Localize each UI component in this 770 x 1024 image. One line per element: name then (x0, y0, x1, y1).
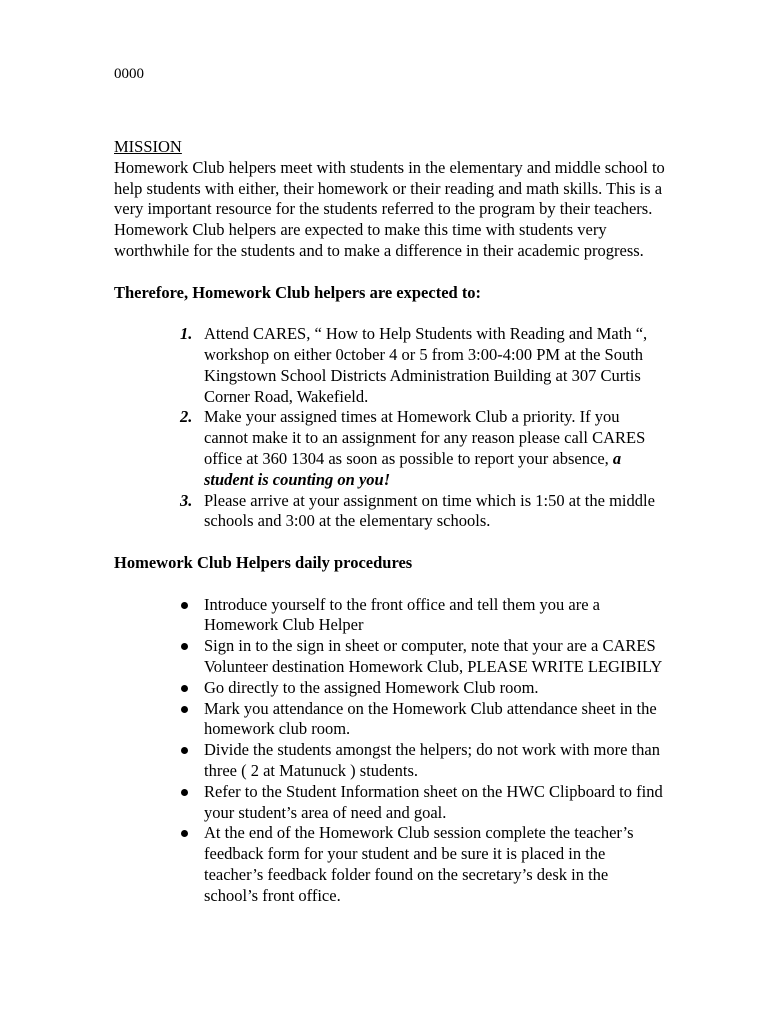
mission-heading: MISSION (114, 137, 182, 156)
bullet-icon (181, 789, 188, 796)
procedure-item (114, 636, 666, 678)
procedure-text: Refer to the Student Information sheet on the HWC Clipboard to find your student’s area of need and goal. (204, 781, 663, 822)
bullet-icon (181, 602, 188, 609)
expectations-heading: Therefore, Homework Club helpers are expected to: (114, 282, 482, 302)
item-number: 1. (180, 324, 193, 344)
procedure-text: At the end of the Homework Club session complete the teacher’s feedback form for your student and be sure it is placed in the teacher’s feedback folder found on the secretary’s desk in the school’s front office. (204, 823, 634, 905)
item-text: Attend CARES, “ How to Help Students with Reading and Math “, workshop on either 0ctober 4 or 5 from 3:00-4:00 PM at the South Kingstown School Districts Administration Building at 307 Curtis Corner Road, Wakefield. (204, 324, 648, 406)
item-number: 2. (180, 407, 193, 427)
bullet-icon (181, 706, 188, 713)
bullet-icon (181, 747, 188, 754)
expectation-item (114, 407, 666, 490)
procedures-heading: Homework Club Helpers daily procedures (114, 552, 413, 572)
mission-paragraph: Homework Club helpers meet with students in the elementary and middle school to help students with either, their homework or their reading and math skills. This is a very important resource for the students referred to the program by their teachers. Homework Club helpers are expected to make this time with students very worthwhile for the students and to make a difference in their academic progress. (114, 157, 665, 260)
procedure-text: Mark you attendance on the Homework Club attendance sheet in the homework club room. (204, 698, 657, 739)
expectation-item (114, 491, 666, 533)
document-code: 0000 (114, 66, 144, 82)
item-text: Please arrive at your assignment on time which is 1:50 at the middle schools and 3:00 at the elementary schools. (204, 490, 655, 531)
procedure-item (114, 823, 666, 906)
item-emphasis: a student is counting on you! (204, 448, 622, 489)
expectation-item (114, 324, 666, 407)
procedure-item (114, 678, 666, 699)
procedure-text: Go directly to the assigned Homework Club room. (204, 677, 539, 697)
bullet-icon (181, 685, 188, 692)
procedure-item (114, 699, 666, 741)
expectations-list (114, 324, 666, 532)
bullet-icon (181, 830, 188, 837)
bullet-icon (181, 643, 188, 650)
procedure-text: Introduce yourself to the front office and tell them you are a Homework Club Helper (204, 594, 601, 635)
procedure-item (114, 782, 666, 824)
procedure-text: Divide the students amongst the helpers; do not work with more than three ( 2 at Matunuck ) students. (204, 740, 660, 780)
procedure-item (114, 595, 666, 637)
item-text: Make your assigned times at Homework Club a priority. If you cannot make it to an assignment for any reason please call CARES office at 360 1304 as soon as possible to report your absence, (204, 407, 646, 468)
procedures-list (114, 595, 666, 907)
procedure-item (114, 740, 666, 782)
document-body (114, 137, 666, 906)
item-number: 3. (180, 490, 193, 510)
procedure-text: Sign in to the sign in sheet or computer, note that your are a CARES Volunteer destination Homework Club, PLEASE WRITE LEGIBILY (204, 636, 663, 676)
